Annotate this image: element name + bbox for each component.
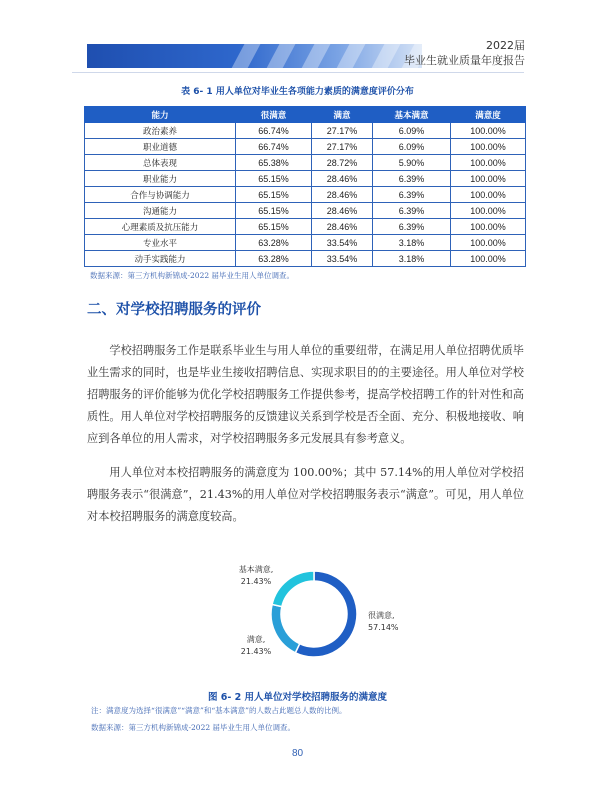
table-row: [85, 155, 526, 171]
percentage-cell: 100.00%: [451, 155, 526, 171]
ability-name-cell: 政治素养: [85, 123, 236, 139]
column-header-basically-satisfied: 基本满意: [373, 107, 451, 123]
percentage-cell: 65.15%: [236, 171, 312, 187]
header-year: 2022届: [486, 39, 525, 52]
ability-name-cell: 职业道德: [85, 139, 236, 155]
percentage-cell: 100.00%: [451, 187, 526, 203]
percentage-cell: 65.15%: [236, 203, 312, 219]
ability-name-cell: 心理素质及抗压能力: [85, 219, 236, 235]
table-source-note: 数据来源：第三方机构新锦成-2022 届毕业生用人单位调查。: [90, 271, 295, 280]
percentage-cell: 33.54%: [312, 251, 373, 267]
donut-slice-2: [272, 571, 314, 607]
table-row: [85, 171, 526, 187]
percentage-cell: 100.00%: [451, 219, 526, 235]
percentage-cell: 28.46%: [312, 171, 373, 187]
percentage-cell: 100.00%: [451, 251, 526, 267]
percentage-cell: 6.39%: [373, 171, 451, 187]
percentage-cell: 3.18%: [373, 251, 451, 267]
table-row: [85, 235, 526, 251]
percentage-cell: 6.39%: [373, 203, 451, 219]
percentage-cell: 6.39%: [373, 187, 451, 203]
percentage-cell: 66.74%: [236, 139, 312, 155]
table-row: [85, 139, 526, 155]
percentage-cell: 27.17%: [312, 123, 373, 139]
figure-note: 注：满意度为选择“很满意”“满意”和“基本满意”的人数占此题总人数的比例。: [91, 706, 347, 715]
slice-label-value: 21.43%: [240, 577, 272, 586]
percentage-cell: 33.54%: [312, 235, 373, 251]
percentage-cell: 100.00%: [451, 235, 526, 251]
recruitment-satisfaction-chart: [230, 556, 410, 686]
paragraph-satisfaction-summary: 用人单位对本校招聘服务的满意度为 100.00%；其中 57.14%的用人单位对学校招聘服务表示“很满意”，21.43%的用人单位对学校招聘服务表示“满意”。可见，用人单位对本校招聘服务的满意度较高。: [87, 466, 524, 523]
slice-label-value: 57.14%: [368, 623, 399, 632]
ability-name-cell: 合作与协调能力: [85, 187, 236, 203]
table-row: [85, 219, 526, 235]
ability-name-cell: 沟通能力: [85, 203, 236, 219]
percentage-cell: 6.09%: [373, 139, 451, 155]
donut-slice-0: [295, 571, 357, 657]
percentage-cell: 3.18%: [373, 235, 451, 251]
header-report-title: 毕业生就业质量年度报告: [404, 54, 525, 67]
percentage-cell: 28.72%: [312, 155, 373, 171]
table-caption: 表 6- 1 用人单位对毕业生各项能力素质的满意度评价分布: [181, 87, 414, 97]
percentage-cell: 100.00%: [451, 123, 526, 139]
donut-chart-svg: [230, 556, 410, 686]
percentage-cell: 65.15%: [236, 187, 312, 203]
table-header-row: [85, 107, 526, 123]
slice-label-name: 基本满意,: [238, 565, 274, 574]
ability-name-cell: 职业能力: [85, 171, 236, 187]
percentage-cell: 66.74%: [236, 123, 312, 139]
percentage-cell: 6.39%: [373, 219, 451, 235]
percentage-cell: 28.46%: [312, 219, 373, 235]
percentage-cell: 100.00%: [451, 139, 526, 155]
page-number: 80: [291, 748, 304, 759]
percentage-cell: 100.00%: [451, 171, 526, 187]
percentage-cell: 65.38%: [236, 155, 312, 171]
percentage-cell: 28.46%: [312, 187, 373, 203]
table-row: [85, 251, 526, 267]
paragraph-intro: 学校招聘服务工作是联系毕业生与用人单位的重要纽带，在满足用人单位招聘优质毕业生需求的同时，也是毕业生接收招聘信息、实现求职目的的主要途径。用人单位对学校招聘服务的评价能够为优化学校招聘服务工作提供参考，提高学校招聘工作的针对性和高质性。用人单位对学校招聘服务的反馈建议关系到学校是否全面、充分、积极地接收、响应到各单位的用人需求，对学校招聘服务多元发展具有参考意义。: [87, 344, 524, 445]
figure-caption: 图 6- 2 用人单位对学校招聘服务的满意度: [207, 692, 388, 703]
section-title: 二、对学校招聘服务的评价: [87, 302, 261, 318]
percentage-cell: 63.28%: [236, 251, 312, 267]
column-header-satisfaction-rate: 满意度: [451, 107, 526, 123]
table-row: [85, 187, 526, 203]
slice-label-name: 满意,: [246, 635, 266, 644]
figure-source-note: 数据来源：第三方机构新锦成-2022 届毕业生用人单位调查。: [91, 723, 296, 732]
column-header-ability: 能力: [85, 107, 236, 123]
slice-label-value: 21.43%: [240, 647, 272, 656]
header-title: [404, 38, 525, 68]
ability-satisfaction-table: [84, 106, 526, 267]
ability-name-cell: 总体表现: [85, 155, 236, 171]
percentage-cell: 5.90%: [373, 155, 451, 171]
percentage-cell: 65.15%: [236, 219, 312, 235]
column-header-very-satisfied: 很满意: [236, 107, 312, 123]
table-row: [85, 123, 526, 139]
ability-name-cell: 动手实践能力: [85, 251, 236, 267]
slice-label-name: 很满意,: [368, 611, 395, 620]
table-row: [85, 203, 526, 219]
column-header-satisfied: 满意: [312, 107, 373, 123]
ability-name-cell: 专业水平: [85, 235, 236, 251]
percentage-cell: 6.09%: [373, 123, 451, 139]
header-decoration-band: [87, 44, 422, 68]
percentage-cell: 28.46%: [312, 203, 373, 219]
header-divider: [72, 72, 524, 73]
percentage-cell: 27.17%: [312, 139, 373, 155]
percentage-cell: 100.00%: [451, 203, 526, 219]
donut-slice-1: [271, 604, 300, 652]
percentage-cell: 63.28%: [236, 235, 312, 251]
